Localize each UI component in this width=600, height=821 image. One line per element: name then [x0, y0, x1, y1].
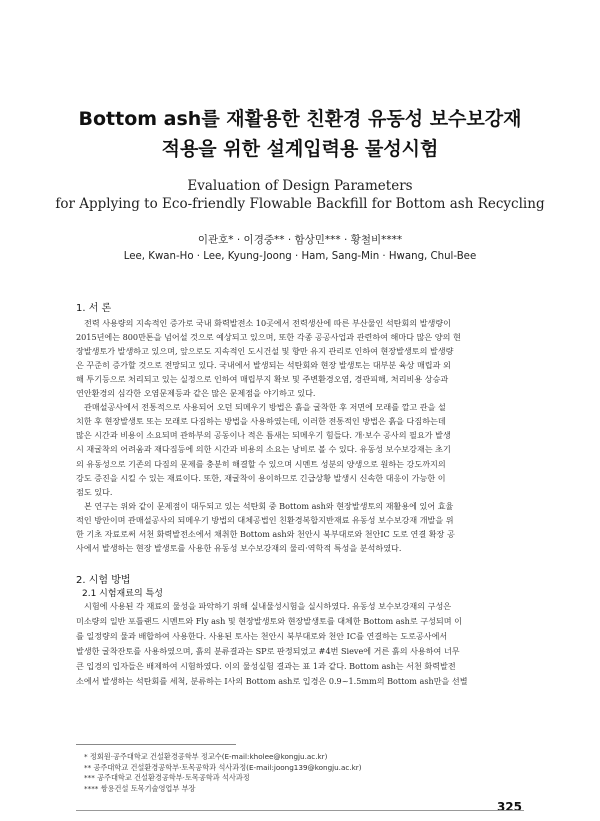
page-bottom-rule	[76, 810, 524, 811]
paragraph-line: 해 투기등으로 처리되고 있는 실정으로 인하여 매립부지 확보 및 주변환경오염, 경관피해, 처리비용 상승과	[76, 374, 449, 385]
paragraph-line: 를 일정량의 물과 배합하여 사용한다. 사용된 토사는 천안시 북부대로와 천안 IC를 연결하는 도로공사에서	[76, 631, 448, 641]
title-english-line2: for Applying to Eco-friendly Flowable Backfill for Bottom ash Recycling	[55, 196, 545, 212]
paragraph-line: 한 기초 자료로써 서천 화력발전소에서 채취한 Bottom ash와 천안시 북부대로와 천안IC 도로 연결 확장 공	[76, 528, 455, 539]
paragraph-line: 시 재굴착의 어려움과 재다짐등에 의한 시간과 비용의 소요는 낭비로 볼 수 있다. 유동성 보수보강재는 초기	[76, 444, 451, 455]
title-korean-line1: Bottom ash를 재활용한 친환경 유동성 보수보강재	[78, 108, 522, 130]
paragraph-line: 연안환경의 심각한 오염문제등과 같은 많은 문제점을 야기하고 있다.	[76, 388, 316, 399]
paragraph-line: 전력 사용량의 지속적인 증가로 국내 화력발전소 10곳에서 전력생산에 따른 부산물인 석탄회의 발생량이	[84, 318, 451, 328]
footnote-line: *** 공주대학교 건설환경공학부·토목공학과 석사과정	[84, 773, 250, 782]
paragraph-line: 미소량의 일반 포틀랜드 시멘트와 Fly ash 및 현장발생토와 현장발생토를 대체한 Bottom ash로 구성되며 이	[76, 616, 462, 626]
footnote-line: **** 쌍용건설 토목기술영업부 부장	[84, 783, 196, 793]
paragraph-line: 발생한 굴착잔토를 사용하였으며, 흙의 분류결과는 SP로 판정되었고 #4번 Sieve에 거른 흙의 사용하여 너무	[76, 646, 460, 656]
paragraph-line: 본 연구는 위와 같이 문제점이 대두되고 있는 석탄회 중 Bottom ash와 현장발생토의 재활용에 있어 효율	[84, 500, 454, 511]
subsection-heading-materials: 2.1 시험재료의 특성	[82, 589, 163, 599]
title-english-line1: Evaluation of Design Parameters	[187, 178, 413, 194]
paragraph-line: 사에서 발생하는 현장 발생토를 사용한 유동성 보수보강재의 물리·역학적 특성을 분석하였다.	[76, 542, 402, 553]
paragraph-line: 강도 증진을 시킬 수 있는 재료이다. 또한, 재굴착이 용이하므로 긴급상황 발생시 신속한 대응이 가능한 이	[76, 472, 446, 483]
footnote-line: * 정회원·공주대학교 건설환경공학부 정교수(E-mail:kholee@kongju.ac.kr)	[84, 752, 328, 761]
footnote-divider	[76, 744, 236, 745]
authors-english: Lee, Kwan-Ho · Lee, Kyung-Joong · Ham, Sang-Min · Hwang, Chul-Bee	[123, 251, 477, 262]
page-number: 325	[496, 800, 522, 814]
paragraph-line: 치한 후 현장발생토 또는 모래로 다짐하는 방법을 사용하였는데, 이러한 전통적인 방법은 흙을 다짐하는데	[76, 416, 446, 427]
paragraph-line: 시험에 사용된 각 재료의 물성을 파악하기 위해 실내물성시험을 실시하였다. 유동성 보수보강재의 구성은	[84, 601, 452, 611]
paragraph-line: 2015년에는 800만톤을 넘어설 것으로 예상되고 있으며, 또한 각종 공공사업과 관련하여 해마다 많은 양의 현	[76, 332, 461, 343]
paragraph-line: 적인 방안이며 관매설공사의 되메우기 방법의 대체공법인 친환경복합지반재료 유동성 보수보강재 개발을 위	[76, 514, 454, 525]
paragraph-line: 많은 시간과 비용이 소요되며 관하부의 공동이나 적은 틈새는 되메우기 힘들다. 개·보수 공사의 필요가 발생	[76, 430, 451, 441]
paragraph-line: 소에서 발생하는 석탄회를 세척, 분류하는 I사의 Bottom ash로 입경은 0.9~1.5mm의 Bottom ash만을 선별	[76, 676, 468, 686]
paragraph-line: 은 꾸준히 증가할 것으로 전망되고 있다. 국내에서 발생되는 석탄회와 현장 발생토는 대부분 육상 매립과 외	[76, 360, 451, 371]
paragraph-line: 의 유동성으로 기존의 다짐의 문제를 충분히 해결할 수 있으며 시멘트 성분의 양생으로 원하는 강도까지의	[76, 458, 446, 469]
section-heading-introduction: 1. 서 론	[76, 303, 112, 314]
paragraph-line: 장발생토가 발생하고 있으며, 앞으로도 지속적인 도시건설 및 향만 유지 관리로 인하여 현장발생토의 발생량	[76, 346, 454, 357]
paragraph-line: 관매설공사에서 전통적으로 사용되어 오던 되메우기 방법은 흙을 굴착한 후 저면에 모래를 깔고 관을 설	[84, 402, 446, 413]
paragraph-line: 점도 있다.	[76, 486, 113, 497]
footnote-line: ** 공주대학교 건설환경공학부·토목공학과 석사과정(E-mail:joong139@kongju.ac.kr)	[84, 762, 362, 772]
paragraph-line: 큰 입경의 입자들은 배제하여 시험하였다. 이의 물성실험 결과는 표 1과 같다. Bottom ash는 서천 화력발전	[76, 661, 456, 671]
section-heading-methods: 2. 시험 방법	[76, 575, 131, 586]
authors-korean: 이관호* · 이경중** · 함상민*** · 황철비****	[197, 234, 403, 246]
title-korean-line2: 적용을 위한 설계입력용 물성시험	[161, 138, 439, 160]
